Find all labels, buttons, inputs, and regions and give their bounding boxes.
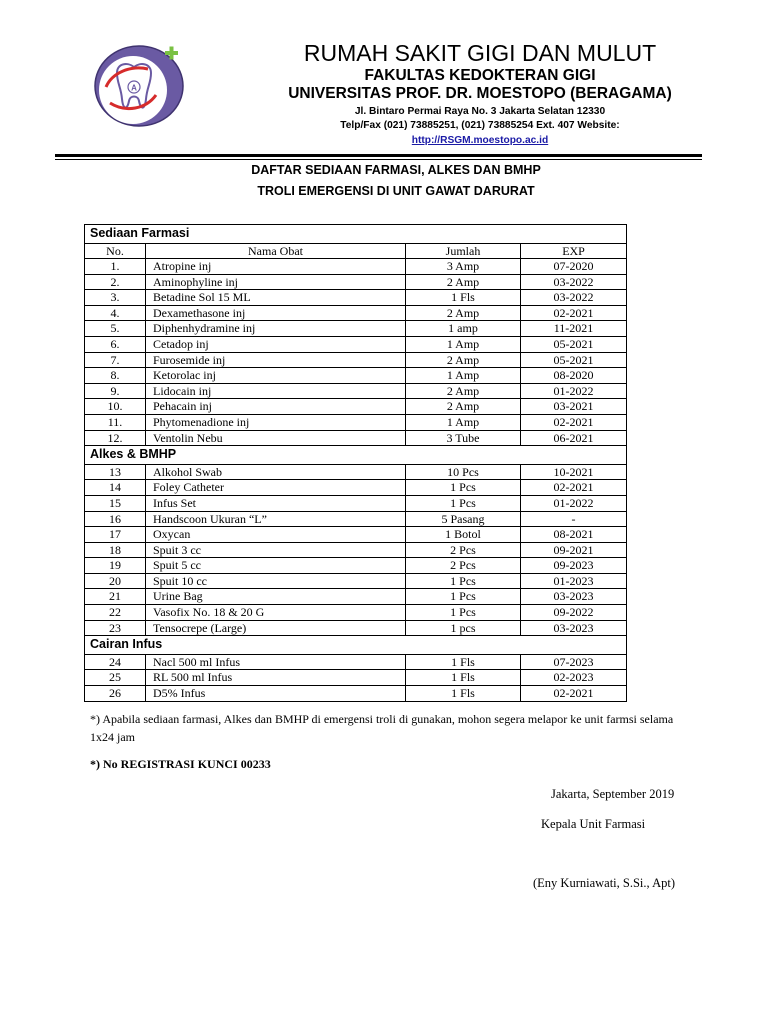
- section-header: [85, 225, 627, 244]
- item-quantity: 2 Pcs: [406, 558, 521, 574]
- item-expiry: 03-2022: [521, 274, 627, 290]
- table-row: [85, 542, 627, 558]
- item-expiry: 10-2021: [521, 464, 627, 480]
- item-number: 10.: [85, 399, 146, 415]
- table-row: [85, 573, 627, 589]
- column-header-qty: Jumlah: [406, 243, 521, 259]
- item-name: Dexamethasone inj: [146, 305, 406, 321]
- section-header: [85, 636, 627, 655]
- item-name: Betadine Sol 15 ML: [146, 290, 406, 306]
- item-expiry: 03-2023: [521, 589, 627, 605]
- item-number: 15: [85, 495, 146, 511]
- item-number: 20: [85, 573, 146, 589]
- section-title: Sediaan Farmasi: [85, 225, 627, 244]
- item-quantity: 1 pcs: [406, 620, 521, 636]
- item-name: Alkohol Swab: [146, 464, 406, 480]
- item-name: Oxycan: [146, 527, 406, 543]
- item-quantity: 1 Botol: [406, 527, 521, 543]
- item-name: Aminophyline inj: [146, 274, 406, 290]
- table-row: [85, 352, 627, 368]
- item-expiry: 02-2021: [521, 305, 627, 321]
- registration-number: *) No REGISTRASI KUNCI 00233: [90, 757, 271, 771]
- header-divider-thin: [55, 159, 702, 160]
- item-number: 3.: [85, 290, 146, 306]
- item-name: Ventolin Nebu: [146, 430, 406, 446]
- item-name: Cetadop inj: [146, 337, 406, 353]
- column-header-no: No.: [85, 243, 146, 259]
- item-expiry: 02-2023: [521, 670, 627, 686]
- section-header: [85, 446, 627, 465]
- item-number: 4.: [85, 305, 146, 321]
- usage-note: *) Apabila sediaan farmasi, Alkes dan BMHP di emergensi troli di gunakan, mohon segera melapor ke unit farmsi selama 1x24 jam: [90, 712, 674, 744]
- item-number: 13: [85, 464, 146, 480]
- item-name: Infus Set: [146, 495, 406, 511]
- item-quantity: 3 Tube: [406, 430, 521, 446]
- faculty-name: FAKULTAS KEDOKTERAN GIGI: [364, 67, 596, 84]
- item-expiry: 05-2021: [521, 337, 627, 353]
- website-link[interactable]: http://RSGM.moestopo.ac.id: [411, 135, 549, 146]
- item-expiry: 02-2021: [521, 415, 627, 431]
- item-expiry: 02-2021: [521, 685, 627, 701]
- table-row: [85, 399, 627, 415]
- column-header-name: Nama Obat: [146, 243, 406, 259]
- table-row: [85, 527, 627, 543]
- item-name: Urine Bag: [146, 589, 406, 605]
- item-name: Ketorolac inj: [146, 368, 406, 384]
- item-name: Atropine inj: [146, 259, 406, 275]
- table-row: [85, 464, 627, 480]
- table-row: [85, 274, 627, 290]
- item-expiry: 03-2022: [521, 290, 627, 306]
- item-quantity: 1 Fls: [406, 290, 521, 306]
- item-number: 1.: [85, 259, 146, 275]
- item-name: Lidocain inj: [146, 383, 406, 399]
- item-quantity: 2 Pcs: [406, 542, 521, 558]
- item-expiry: 08-2020: [521, 368, 627, 384]
- item-number: 6.: [85, 337, 146, 353]
- table-row: [85, 558, 627, 574]
- signature-date: Jakarta, September 2019: [551, 787, 675, 801]
- table-row: [85, 305, 627, 321]
- item-name: Diphenhydramine inj: [146, 321, 406, 337]
- item-quantity: 5 Pasang: [406, 511, 521, 527]
- inventory-table: [84, 224, 627, 702]
- item-expiry: 09-2023: [521, 558, 627, 574]
- item-quantity: 1 Amp: [406, 415, 521, 431]
- item-name: Spuit 3 cc: [146, 542, 406, 558]
- item-number: 2.: [85, 274, 146, 290]
- item-quantity: 1 Pcs: [406, 480, 521, 496]
- item-number: 25: [85, 670, 146, 686]
- logo-letter: A: [131, 83, 137, 93]
- column-header-row: [85, 243, 627, 259]
- item-number: 17: [85, 527, 146, 543]
- table-row: [85, 337, 627, 353]
- item-quantity: 3 Amp: [406, 259, 521, 275]
- signature-name: (Eny Kurniawati, S.Si., Apt): [533, 876, 676, 890]
- item-number: 19: [85, 558, 146, 574]
- university-name: UNIVERSITAS PROF. DR. MOESTOPO (BERAGAMA): [288, 85, 672, 102]
- item-quantity: 1 Pcs: [406, 605, 521, 621]
- item-number: 11.: [85, 415, 146, 431]
- item-quantity: 1 Fls: [406, 670, 521, 686]
- item-quantity: 2 Amp: [406, 305, 521, 321]
- table-row: [85, 368, 627, 384]
- item-quantity: 2 Amp: [406, 383, 521, 399]
- item-name: Phytomenadione inj: [146, 415, 406, 431]
- item-expiry: 06-2021: [521, 430, 627, 446]
- item-expiry: 05-2021: [521, 352, 627, 368]
- item-quantity: 2 Amp: [406, 399, 521, 415]
- table-row: [85, 495, 627, 511]
- table-row: [85, 415, 627, 431]
- item-expiry: 07-2023: [521, 654, 627, 670]
- table-row: [85, 321, 627, 337]
- table-row: [85, 654, 627, 670]
- item-expiry: 02-2021: [521, 480, 627, 496]
- item-expiry: 01-2023: [521, 573, 627, 589]
- item-expiry: 07-2020: [521, 259, 627, 275]
- item-number: 7.: [85, 352, 146, 368]
- item-number: 12.: [85, 430, 146, 446]
- item-number: 14: [85, 480, 146, 496]
- item-name: Pehacain inj: [146, 399, 406, 415]
- item-name: Nacl 500 ml Infus: [146, 654, 406, 670]
- item-number: 9.: [85, 383, 146, 399]
- item-quantity: 1 Pcs: [406, 573, 521, 589]
- item-number: 26: [85, 685, 146, 701]
- item-quantity: 2 Amp: [406, 352, 521, 368]
- item-number: 18: [85, 542, 146, 558]
- table-row: [85, 430, 627, 446]
- section-title: Alkes & BMHP: [85, 446, 627, 465]
- document-subtitle: TROLI EMERGENSI DI UNIT GAWAT DARURAT: [257, 184, 535, 198]
- column-header-exp: EXP: [521, 243, 627, 259]
- item-number: 22: [85, 605, 146, 621]
- signature-role: Kepala Unit Farmasi: [541, 817, 646, 831]
- table-row: [85, 685, 627, 701]
- item-expiry: -: [521, 511, 627, 527]
- item-number: 24: [85, 654, 146, 670]
- item-number: 21: [85, 589, 146, 605]
- item-name: Foley Catheter: [146, 480, 406, 496]
- item-expiry: 09-2021: [521, 542, 627, 558]
- item-quantity: 1 Amp: [406, 368, 521, 384]
- item-expiry: 03-2021: [521, 399, 627, 415]
- item-number: 5.: [85, 321, 146, 337]
- item-expiry: 09-2022: [521, 605, 627, 621]
- item-name: RL 500 ml Infus: [146, 670, 406, 686]
- table-row: [85, 589, 627, 605]
- table-row: [85, 290, 627, 306]
- phone-line: Telp/Fax (021) 73885251, (021) 73885254 Ext. 407 Website:: [340, 119, 620, 131]
- address-line: Jl. Bintaro Permai Raya No. 3 Jakarta Selatan 12330: [354, 106, 606, 117]
- item-name: Vasofix No. 18 & 20 G: [146, 605, 406, 621]
- item-name: Spuit 10 cc: [146, 573, 406, 589]
- hospital-logo: [90, 43, 188, 129]
- item-number: 16: [85, 511, 146, 527]
- document-title: DAFTAR SEDIAAN FARMASI, ALKES DAN BMHP: [251, 163, 541, 177]
- table-row: [85, 670, 627, 686]
- hospital-name: RUMAH SAKIT GIGI DAN MULUT: [303, 40, 657, 66]
- table-row: [85, 511, 627, 527]
- table-row: [85, 605, 627, 621]
- item-quantity: 1 Pcs: [406, 495, 521, 511]
- item-name: Handscoon Ukuran “L”: [146, 511, 406, 527]
- item-name: D5% Infus: [146, 685, 406, 701]
- item-number: 8.: [85, 368, 146, 384]
- item-number: 23: [85, 620, 146, 636]
- table-row: [85, 620, 627, 636]
- item-name: Furosemide inj: [146, 352, 406, 368]
- section-title: Cairan Infus: [85, 636, 627, 655]
- item-quantity: 1 Fls: [406, 685, 521, 701]
- item-expiry: 03-2023: [521, 620, 627, 636]
- item-name: Spuit 5 cc: [146, 558, 406, 574]
- item-name: Tensocrepe (Large): [146, 620, 406, 636]
- item-expiry: 01-2022: [521, 383, 627, 399]
- item-quantity: 1 amp: [406, 321, 521, 337]
- item-expiry: 08-2021: [521, 527, 627, 543]
- item-quantity: 2 Amp: [406, 274, 521, 290]
- header-divider-thick: [55, 154, 702, 157]
- item-expiry: 11-2021: [521, 321, 627, 337]
- item-quantity: 1 Pcs: [406, 589, 521, 605]
- table-row: [85, 259, 627, 275]
- item-quantity: 1 Amp: [406, 337, 521, 353]
- table-row: [85, 480, 627, 496]
- item-quantity: 1 Fls: [406, 654, 521, 670]
- table-row: [85, 383, 627, 399]
- item-expiry: 01-2022: [521, 495, 627, 511]
- item-quantity: 10 Pcs: [406, 464, 521, 480]
